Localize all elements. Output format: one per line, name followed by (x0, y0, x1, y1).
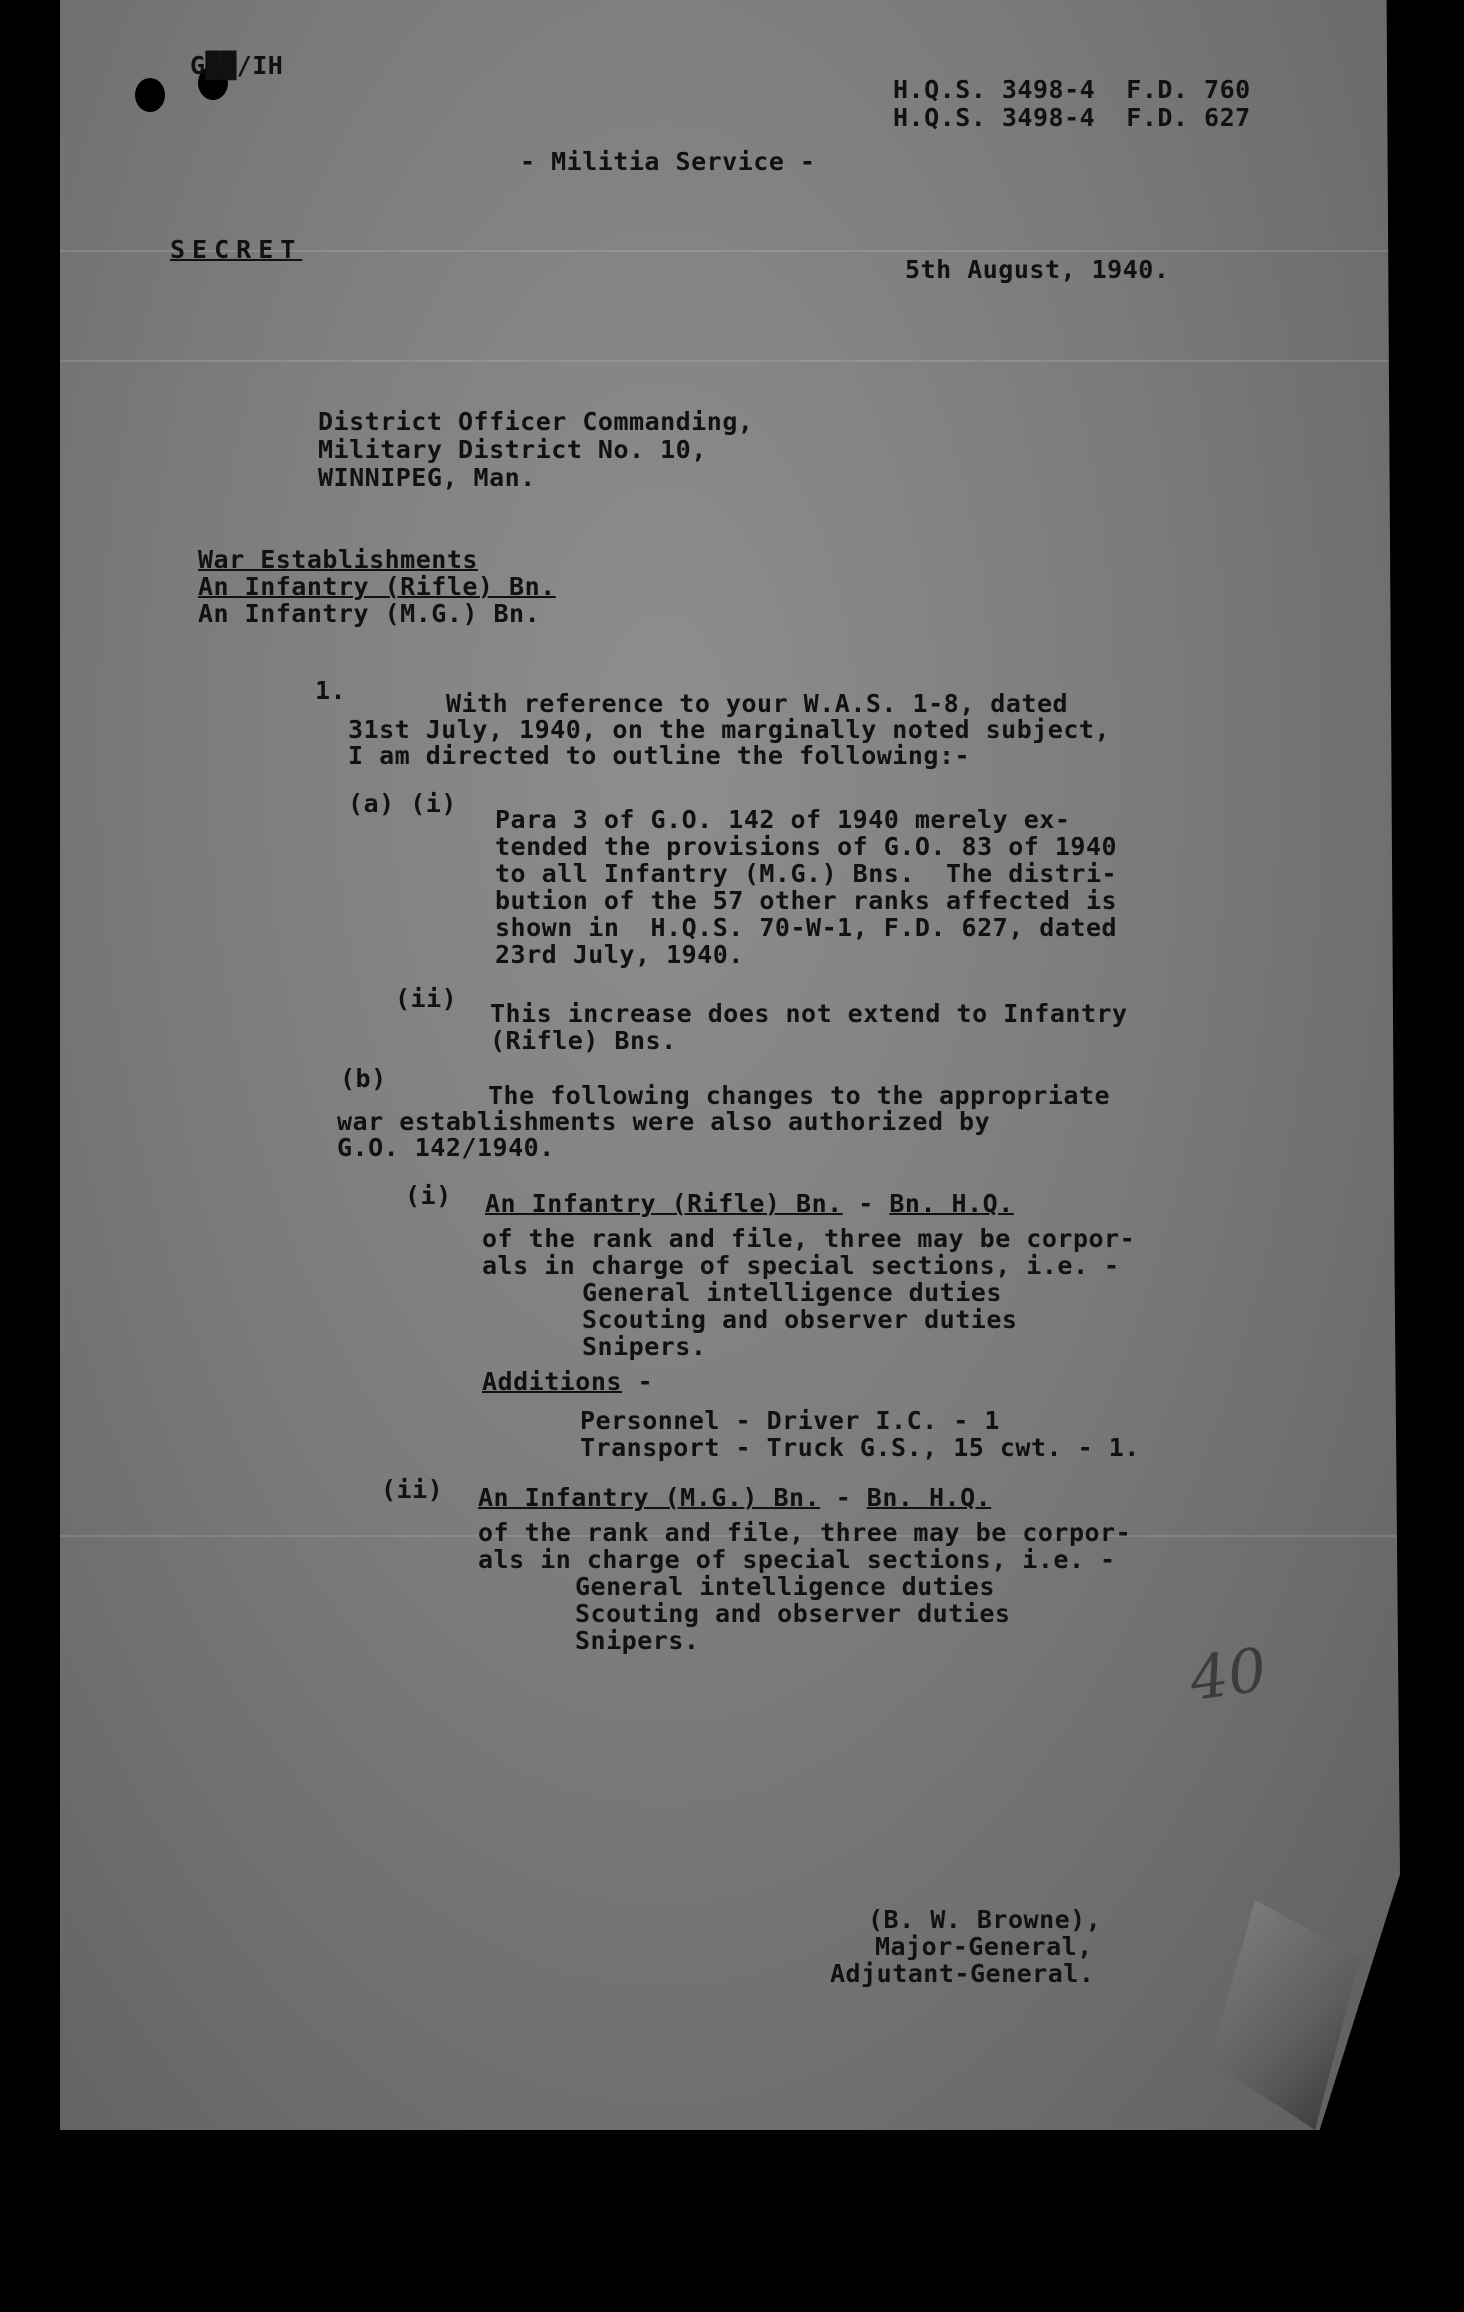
subject-line: An Infantry (M.G.) Bn. (198, 599, 541, 628)
signature-line: Adjutant-General. (830, 1959, 1095, 1988)
paragraph-line: With reference to your W.A.S. 1-8, dated (446, 689, 1069, 718)
addressee-line: Military District No. 10, (318, 435, 707, 464)
paper-crease (60, 360, 1400, 362)
headquarters-heading: Bn. H.Q. (866, 1483, 992, 1512)
item-line: This increase does not extend to Infantry (490, 999, 1128, 1028)
item-line: (Rifle) Bns. (490, 1026, 677, 1055)
item-line: bution of the 57 other ranks affected is (495, 886, 1118, 915)
letter-date: 5th August, 1940. (905, 255, 1170, 284)
item-heading (485, 1190, 1014, 1218)
heading-separator: - (842, 1189, 890, 1218)
heading-separator: - (820, 1483, 867, 1512)
handwritten-mark: 40 (1185, 1635, 1271, 1715)
file-reference: G██/IH (190, 51, 284, 80)
document-page (60, 0, 1400, 2130)
signature-line: Major-General, (875, 1932, 1093, 1961)
duty-line: Snipers. (582, 1332, 707, 1361)
addressee-line: WINNIPEG, Man. (318, 463, 536, 492)
establishment-heading: An Infantry (Rifle) Bn. (485, 1189, 843, 1218)
item-line: shown in H.Q.S. 70-W-1, F.D. 627, dated (495, 913, 1118, 942)
item-heading (478, 1484, 991, 1512)
item-line: tended the provisions of G.O. 83 of 1940 (495, 832, 1118, 861)
addressee-line: District Officer Commanding, (318, 407, 754, 436)
subject-line: War Establishments (198, 545, 478, 574)
item-line: 23rd July, 1940. (495, 940, 744, 969)
item-line: to all Infantry (M.G.) Bns. The distri- (495, 859, 1118, 888)
duty-line: General intelligence duties (575, 1572, 995, 1601)
paragraph-line: I am directed to outline the following:- (348, 741, 971, 770)
duty-line: Scouting and observer duties (575, 1599, 1011, 1628)
item-line: Para 3 of G.O. 142 of 1940 merely ex- (495, 805, 1071, 834)
duty-line: General intelligence duties (582, 1278, 1002, 1307)
addition-line: Transport - Truck G.S., 15 cwt. - 1. (580, 1433, 1140, 1462)
item-line: als in charge of special sections, i.e. - (478, 1545, 1116, 1574)
item-label: (ii) (381, 1475, 444, 1504)
additions-dash: - (621, 1367, 654, 1396)
establishment-heading: An Infantry (M.G.) Bn. (478, 1483, 821, 1512)
addition-line: Personnel - Driver I.C. - 1 (580, 1406, 1000, 1435)
duty-line: Snipers. (575, 1626, 700, 1655)
item-line: G.O. 142/1940. (337, 1133, 555, 1162)
item-label: (b) (340, 1064, 387, 1093)
item-label: (a) (i) (348, 789, 457, 818)
item-line: of the rank and file, three may be corpor- (478, 1518, 1132, 1547)
paragraph-number: 1. (315, 676, 347, 705)
reference-line-1: H.Q.S. 3498-4 F.D. 760 (893, 75, 1251, 104)
signature-line: (B. W. Browne), (868, 1905, 1102, 1934)
subject-line: An Infantry (Rifle) Bn. (198, 572, 556, 601)
additions-label: Additions (482, 1367, 622, 1396)
reference-line-2: H.Q.S. 3498-4 F.D. 627 (893, 103, 1251, 132)
headquarters-heading: Bn. H.Q. (889, 1189, 1014, 1218)
item-line: of the rank and file, three may be corpor- (482, 1224, 1136, 1253)
punch-hole (135, 78, 165, 112)
service-heading: - Militia Service - (520, 147, 816, 176)
duty-line: Scouting and observer duties (582, 1305, 1018, 1334)
item-line: als in charge of special sections, i.e. - (482, 1251, 1120, 1280)
paragraph-line: 31st July, 1940, on the marginally noted subject, (348, 715, 1111, 744)
item-line: The following changes to the appropriate (488, 1081, 1111, 1110)
item-label: (i) (405, 1181, 452, 1210)
item-line: war establishments were also authorized by (337, 1107, 991, 1136)
additions-heading (482, 1368, 653, 1396)
item-label: (ii) (395, 984, 458, 1013)
classification-marking: SECRET (170, 235, 303, 264)
